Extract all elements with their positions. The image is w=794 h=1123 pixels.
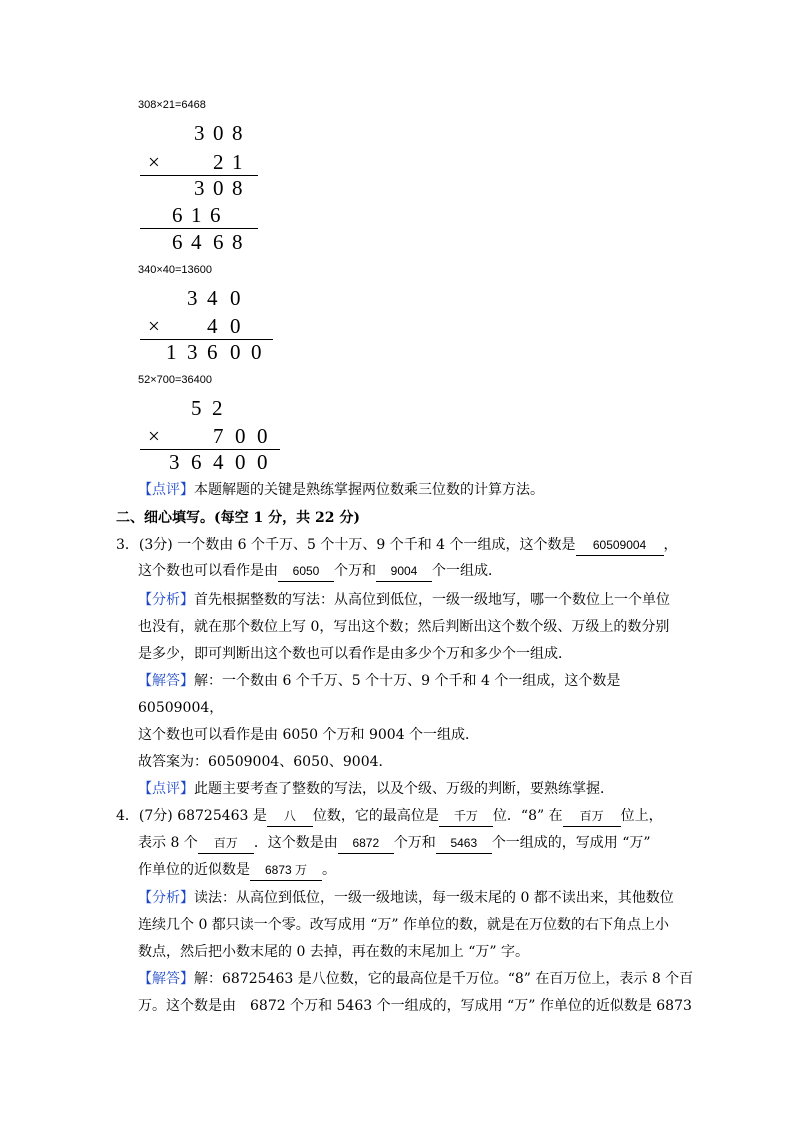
- calc1-digit: 1: [232, 150, 243, 174]
- comment-tag: 【点评】: [138, 482, 194, 498]
- question-number: 4．: [116, 808, 139, 824]
- answer-tag: 【解答】: [138, 673, 194, 689]
- calc2-digit: 1: [166, 340, 177, 364]
- answer-blank: 千万: [439, 806, 493, 827]
- q4-line-3: [138, 860, 336, 881]
- calc1-digit: 0: [213, 121, 224, 145]
- q4-line-1: [116, 806, 663, 827]
- calc3-digit: 0: [257, 424, 268, 448]
- q4-line-2: [138, 833, 651, 854]
- section-title: 二、细心填写。(每空 1 分，共 22 分): [116, 510, 360, 526]
- q4-analysis-2: 连续几个 0 都只读一个零。改写成用 “万” 作单位的数，就是在万位数的右下角点上小: [138, 917, 670, 933]
- calc1-digit: 6: [213, 230, 224, 254]
- q4-analysis-3: 数点，然后把小数末尾的 0 去掉，再在数的末尾加上 “万” 字。: [138, 944, 530, 960]
- calc2-digit: 4: [207, 286, 218, 310]
- q4-text: 个万和: [393, 835, 436, 851]
- q4-analysis-1: [138, 888, 674, 908]
- q4-text: 位．“8” 在: [492, 808, 563, 824]
- calc3-digit: 5: [191, 396, 202, 420]
- comment-text: 本题解题的关键是熟练掌握两位数乘三位数的计算方法。: [194, 482, 544, 498]
- calc2-label: 340×40=13600: [138, 264, 213, 276]
- q4-answer-1: [138, 969, 693, 989]
- calc3-digit: 7: [213, 424, 224, 448]
- calc1-digit: 8: [232, 121, 243, 145]
- calc3-digit: 0: [257, 450, 268, 474]
- calc1-digit: 1: [191, 203, 202, 227]
- answer-blank: 百万: [563, 806, 621, 827]
- q4-text: 。: [322, 862, 336, 878]
- analysis-text: 首先根据整数的写法：从高位到低位，一级一级地写，哪一个数位上一个单位: [194, 592, 670, 608]
- answer-text: 解：68725463 是八位数，它的最高位是千万位。“8” 在百万位上，表示 8 个百: [194, 971, 694, 987]
- q3-answer-1: [138, 671, 620, 691]
- comment-tag: 【点评】: [138, 781, 194, 797]
- calc1-digit: 3: [194, 121, 205, 145]
- answer-blank: 6050: [278, 561, 334, 582]
- calc3-label: 52×700=36400: [138, 374, 213, 386]
- q4-text: 表示 8 个: [138, 835, 198, 851]
- q3-text: (3分) 一个数由 6 个千万、5 个十万、9 个千和 4 个一组成，这个数是: [138, 537, 576, 553]
- answer-tag: 【解答】: [138, 971, 194, 987]
- q3-line-2: [138, 561, 502, 582]
- answer-blank: 9004: [376, 561, 432, 582]
- calc2-digit: 3: [187, 286, 198, 310]
- q3-answer-4: 故答案为：60509004、6050、9004．: [138, 754, 393, 770]
- q3-analysis-1: [138, 590, 670, 610]
- calc2-digit: 0: [230, 340, 241, 364]
- answer-text: 解：一个数由 6 个千万、5 个十万、9 个千和 4 个一组成，这个数是: [194, 673, 621, 689]
- q3-analysis-2: 也没有，就在那个数位上写 0，写出这个数；然后判断出这个数个级、万级上的数分别: [138, 619, 670, 635]
- q3-text: 这个数也可以看作是由: [138, 563, 278, 579]
- calc2-digit: 0: [230, 286, 241, 310]
- q4-answer-2: 万。这个数是由 6872 个万和 5463 个一组成的，写成用 “万” 作单位的近似数是 6873: [138, 998, 692, 1014]
- calc3-digit: 4: [213, 450, 224, 474]
- calc2-digit: 0: [230, 314, 241, 338]
- calc1-digit: 4: [191, 230, 202, 254]
- answer-blank: 6873 万: [250, 860, 322, 881]
- q3-line-1: [116, 535, 678, 556]
- q4-text: 位上，: [620, 808, 663, 824]
- calc1-digit: 6: [210, 203, 221, 227]
- calc3-digit: 3: [169, 450, 180, 474]
- calc1-digit: 6: [172, 203, 183, 227]
- calc2-digit: 0: [251, 340, 262, 364]
- answer-blank: 八: [267, 806, 313, 827]
- comment-text: 此题主要考查了整数的写法，以及个级、万级的判断，要熟练掌握．: [194, 781, 614, 797]
- calc1-digit: 0: [213, 176, 224, 200]
- calc1-digit: 8: [232, 176, 243, 200]
- q3-answer-2: 60509004，: [138, 700, 224, 716]
- calc1-label: 308×21=6468: [138, 99, 206, 111]
- q4-text: 个一组成的，写成用 “万”: [491, 835, 651, 851]
- calc3-digit: 2: [212, 396, 223, 420]
- calc1-digit: 2: [213, 150, 224, 174]
- analysis-text: 读法：从高位到低位，一级一级地读，每一级末尾的 0 都不读出来，其他数位: [194, 890, 674, 906]
- q3-text: ，: [663, 537, 678, 553]
- q3-text: 个一组成．: [432, 563, 502, 579]
- answer-blank: 6872: [338, 833, 394, 854]
- calc1-digit: 3: [194, 176, 205, 200]
- q4-text: (7分) 68725463 是: [138, 808, 267, 824]
- q4-text: 作单位的近似数是: [138, 862, 250, 878]
- calc3-times-sign: ×: [148, 424, 160, 448]
- calc1-rule: [140, 228, 258, 229]
- analysis-tag: 【分析】: [138, 890, 194, 906]
- answer-blank: 5463: [436, 833, 492, 854]
- calc2-digit: 4: [207, 314, 218, 338]
- q4-text: 位数，它的最高位是: [312, 808, 439, 824]
- q3-comment: [138, 779, 614, 799]
- calc3-digit: 0: [235, 424, 246, 448]
- calc2-times-sign: ×: [148, 314, 160, 338]
- q3-analysis-3: 是多少，即可判断出这个数也可以看作是由多少个万和多少个一组成．: [138, 646, 572, 662]
- answer-blank: 百万: [198, 833, 254, 854]
- q3-answer-3: 这个数也可以看作是由 6050 个万和 9004 个一组成．: [138, 727, 480, 743]
- comment-line: [138, 480, 544, 500]
- analysis-tag: 【分析】: [138, 592, 194, 608]
- calc1-digit: 8: [232, 230, 243, 254]
- answer-blank: 60509004: [576, 535, 664, 556]
- calc3-digit: 0: [235, 450, 246, 474]
- q4-text: ．这个数是由: [253, 835, 338, 851]
- calc1-digit: 6: [172, 230, 183, 254]
- calc2-digit: 3: [187, 340, 198, 364]
- calc1-times-sign: ×: [148, 150, 160, 174]
- calc3-digit: 6: [191, 450, 202, 474]
- question-number: 3．: [116, 537, 139, 553]
- calc2-digit: 6: [207, 340, 218, 364]
- q3-text: 个万和: [334, 563, 376, 579]
